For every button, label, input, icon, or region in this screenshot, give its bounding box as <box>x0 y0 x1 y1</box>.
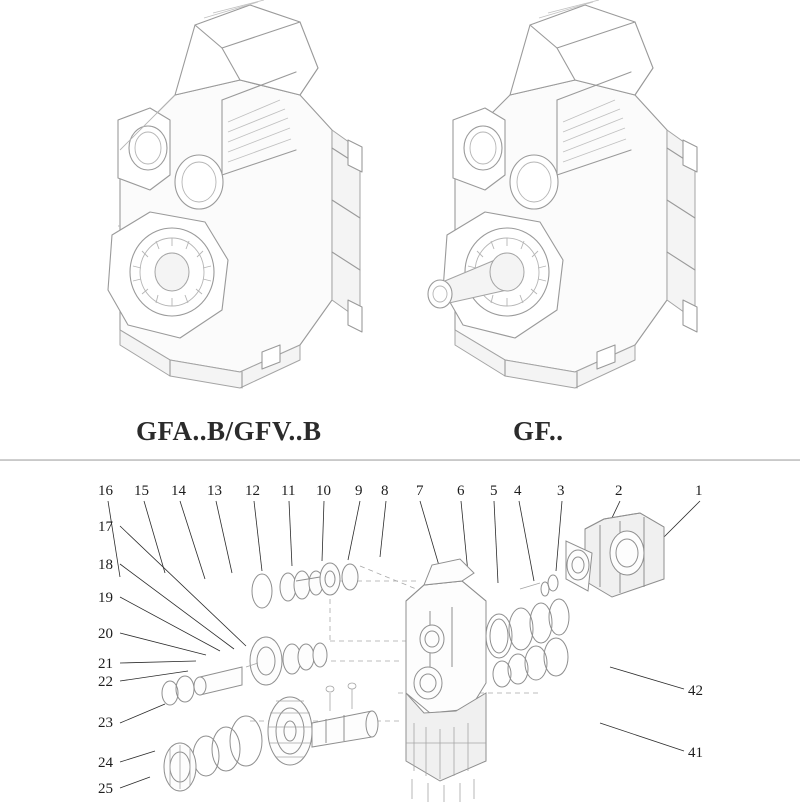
leader-lines-right <box>600 667 684 751</box>
upper-shaft-parts <box>252 563 358 608</box>
callout-5: 5 <box>490 483 498 499</box>
callout-4: 4 <box>514 483 522 499</box>
callout-18: 18 <box>98 557 113 573</box>
callout-19: 19 <box>98 590 113 606</box>
callout-41: 41 <box>688 745 703 761</box>
callout-20: 20 <box>98 626 113 642</box>
housing-body-part <box>406 559 486 802</box>
callout-21: 21 <box>98 656 113 672</box>
caption-gfa-gfv: GFA..B/GFV..B <box>136 416 322 446</box>
exploded-diagram-section <box>0 460 800 801</box>
caption-gf: GF.. <box>513 416 564 446</box>
callout-1: 1 <box>695 483 703 499</box>
callout-25: 25 <box>98 781 113 797</box>
callout-24: 24 <box>98 755 113 771</box>
callout-12: 12 <box>245 483 260 499</box>
ring-parts-right <box>486 599 569 687</box>
callout-6: 6 <box>457 483 465 499</box>
callout-7: 7 <box>416 483 424 499</box>
callout-11: 11 <box>281 483 296 499</box>
callout-15: 15 <box>134 483 149 499</box>
exploded-assembly-drawing <box>0 461 800 802</box>
motor-adapter-part <box>520 513 664 597</box>
callout-14: 14 <box>171 483 186 499</box>
gear-unit-right-drawing <box>428 0 697 388</box>
callout-2: 2 <box>615 483 623 499</box>
gear-unit-left-drawing <box>108 0 362 388</box>
callout-42: 42 <box>688 683 703 699</box>
callout-17: 17 <box>98 519 113 535</box>
callout-10: 10 <box>316 483 331 499</box>
callout-22: 22 <box>98 674 113 690</box>
callout-13: 13 <box>207 483 222 499</box>
callout-3: 3 <box>557 483 565 499</box>
callout-16: 16 <box>98 483 113 499</box>
lower-gear-shaft-parts <box>164 683 378 791</box>
callout-8: 8 <box>381 483 389 499</box>
callout-9: 9 <box>355 483 363 499</box>
callout-23: 23 <box>98 715 113 731</box>
